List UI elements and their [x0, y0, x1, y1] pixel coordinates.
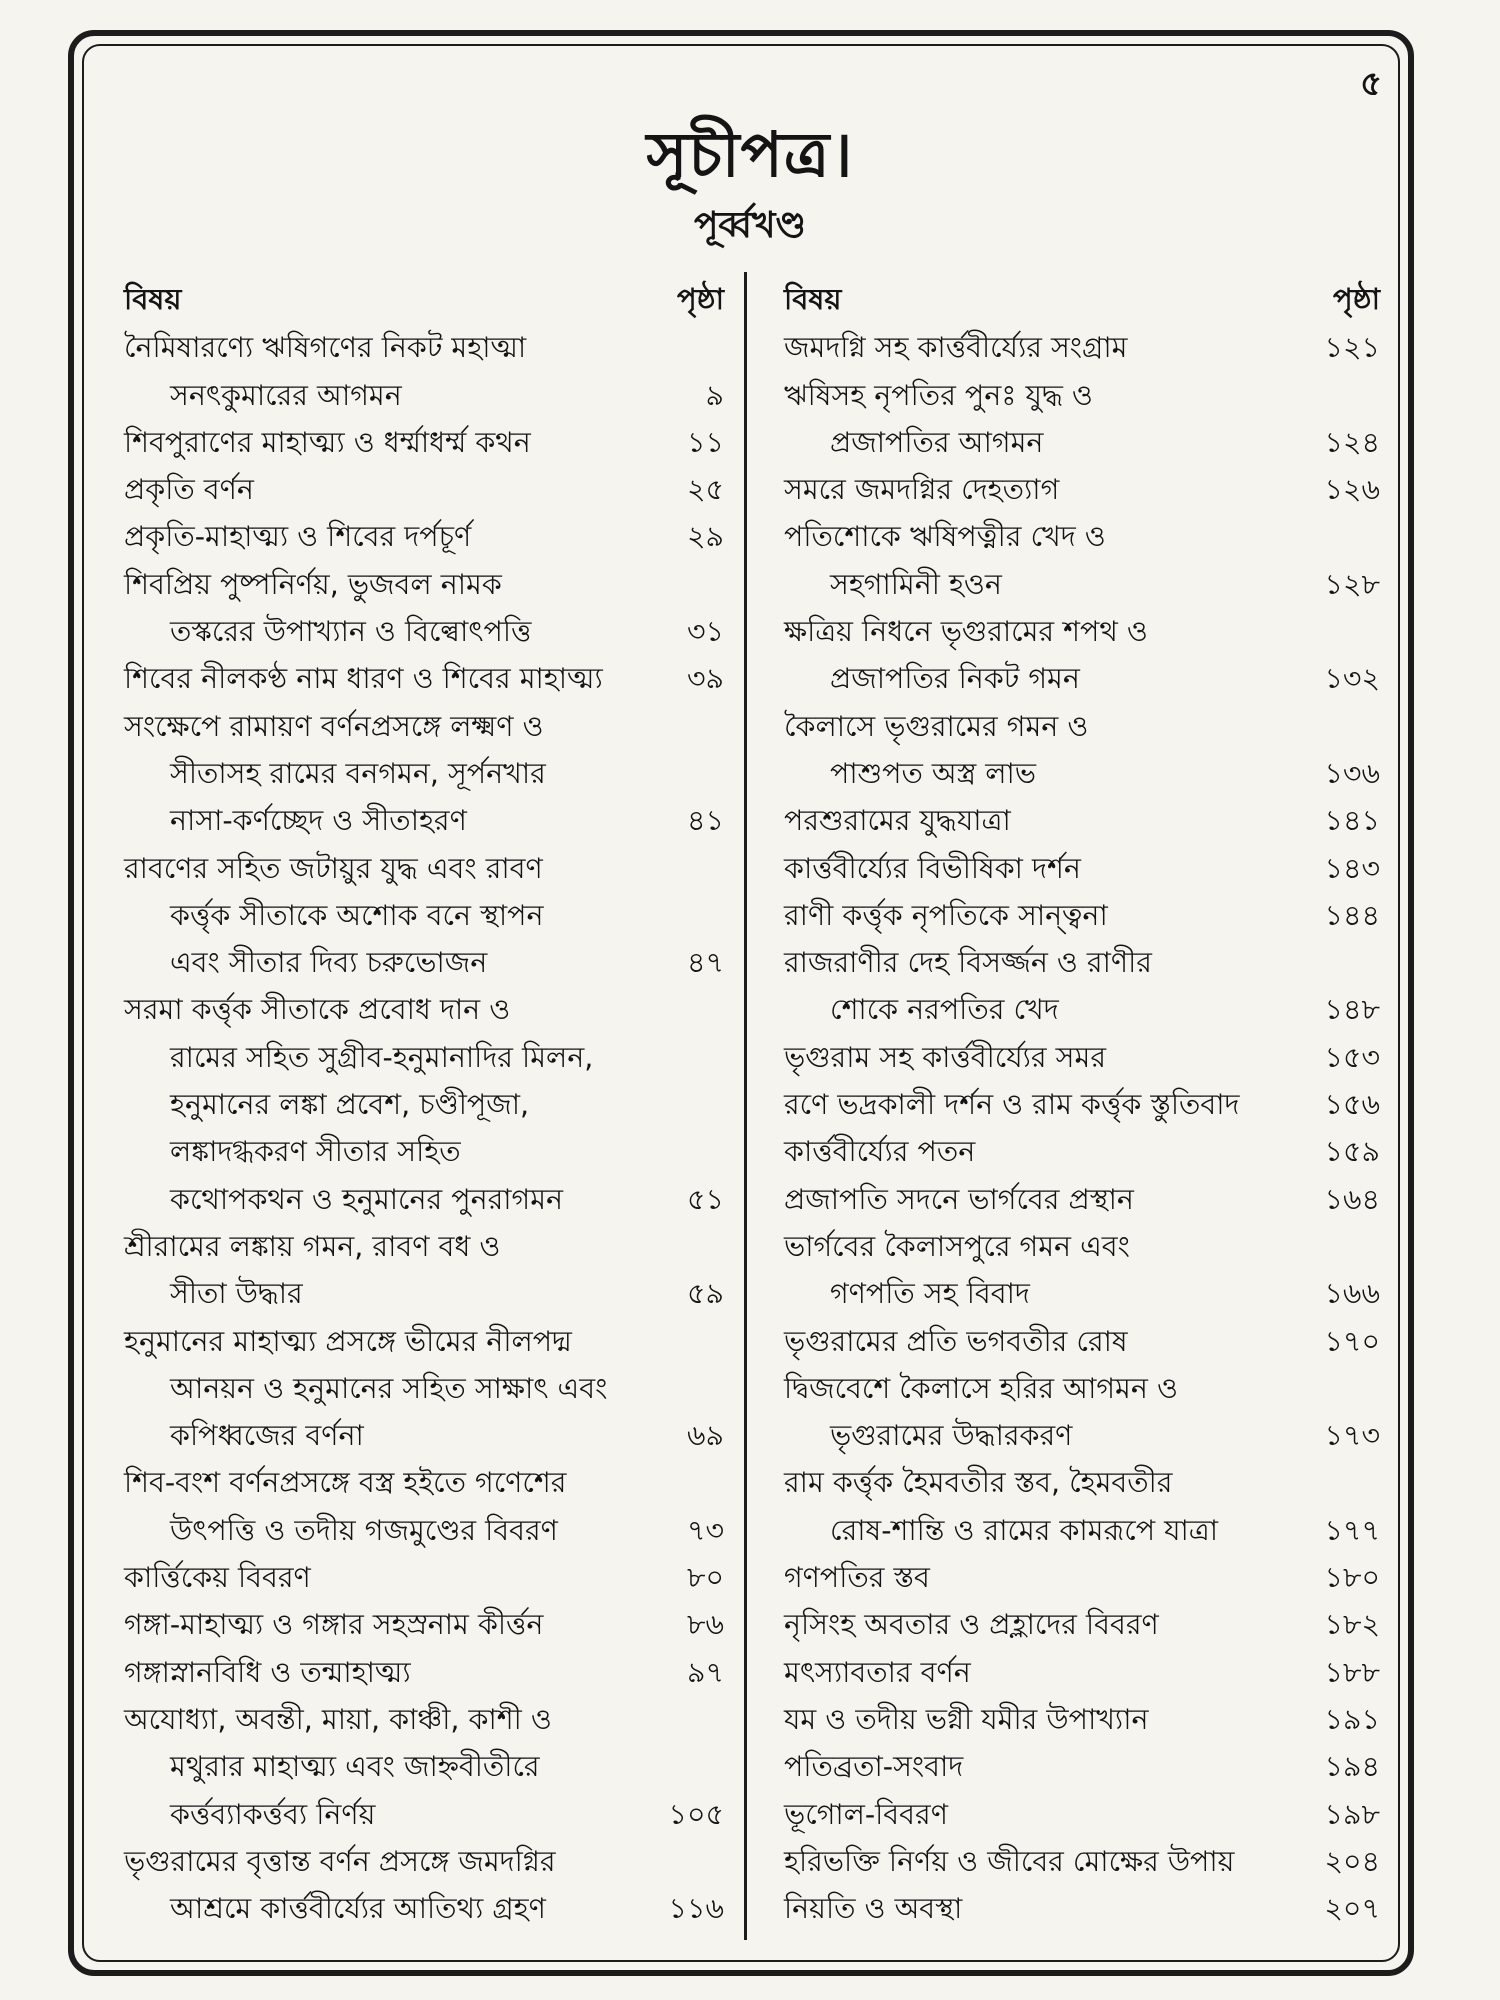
toc-entry-title — [784, 1554, 1314, 1601]
toc-entry-line: সীতা উদ্ধার — [170, 1277, 303, 1311]
toc-entry-line: রণে ভদ্রকালী দর্শন ও রাম কর্ত্তৃক স্তুতিবাদ — [784, 1088, 1240, 1122]
toc-entry-line: সহগামিনী হওন — [830, 567, 1002, 601]
toc-entry-line: শিব-বংশ বর্ণনপ্রসঙ্গে বস্ত্র হইতে গণেশের — [124, 1466, 567, 1500]
toc-entry — [124, 1554, 724, 1601]
toc-entry-line: গণপতির স্তব — [784, 1561, 930, 1595]
toc-entry-page: ১৩২ — [1324, 662, 1380, 696]
toc-entry — [124, 1649, 724, 1696]
toc-entry-page: ৭৩ — [686, 1513, 724, 1547]
toc-entry-line: কার্ত্তিকেয় বিবরণ — [124, 1561, 311, 1595]
toc-entry-title — [784, 1838, 1314, 1885]
toc-entry — [124, 1459, 724, 1554]
toc-entry-title — [784, 1318, 1314, 1365]
toc-entry-line: লঙ্কাদগ্ধকরণ সীতার সহিত — [170, 1135, 461, 1169]
toc-entry-title — [784, 608, 1314, 703]
toc-entry-page: ১৮২ — [1324, 1608, 1380, 1642]
toc-entry — [124, 1223, 724, 1318]
toc-entry — [784, 466, 1380, 513]
toc-entry-page: ২৫ — [686, 473, 724, 507]
toc-entry — [784, 1176, 1380, 1223]
toc-entry-page: ১৮০ — [1324, 1561, 1380, 1595]
toc-entry-title — [124, 703, 677, 845]
toc-entry-line: শিবপ্রিয় পুষ্পনির্ণয়, ভুজবল নামক — [124, 567, 502, 601]
toc-entry-page: ২০৪ — [1324, 1844, 1380, 1878]
toc-entry-line: ভূগোল-বিবরণ — [784, 1797, 948, 1831]
toc-entry-title — [124, 1838, 658, 1933]
toc-entry-page: ১৪৪ — [1324, 898, 1380, 932]
toc-entry — [784, 324, 1380, 371]
toc-column-right — [784, 276, 1380, 1932]
toc-entry-line: ঋষিসহ নৃপতির পুনঃ যুদ্ধ ও — [784, 378, 1093, 412]
toc-entry-page: ১৪১ — [1324, 804, 1380, 838]
toc-entry-title — [124, 1318, 677, 1460]
toc-entry-page: ৬৯ — [686, 1419, 724, 1453]
toc-entry-page: ১১ — [687, 425, 724, 459]
toc-entry-line: পাশুপত অস্ত্র লাভ — [830, 756, 1037, 790]
toc-entry-title — [784, 1459, 1314, 1554]
toc-entry-line: জমদগ্নি সহ কার্ত্তবীর্য্যের সংগ্রাম — [784, 331, 1128, 365]
toc-entry-title — [124, 1223, 677, 1318]
toc-entry-line: রামের সহিত সুগ্রীব-হনুমানাদির মিলন, — [170, 1040, 594, 1074]
toc-list-left — [124, 324, 724, 1932]
toc-entry-page: ৮৬ — [686, 1608, 724, 1642]
toc-entry-line: এবং সীতার দিব্য চরুভোজন — [170, 946, 488, 980]
toc-entry-line: শোকে নরপতির খেদ — [830, 993, 1059, 1027]
toc-entry-line: সনৎকুমারের আগমন — [170, 378, 402, 412]
toc-entry-title — [784, 1365, 1314, 1460]
toc-entry-title — [784, 372, 1314, 467]
toc-entry-title — [784, 1649, 1315, 1696]
toc-entry-line: ভৃগুরামের উদ্ধারকরণ — [830, 1419, 1073, 1453]
column-divider — [744, 272, 747, 1940]
toc-entry-page: ১৫৩ — [1324, 1040, 1380, 1074]
toc-entry — [124, 1601, 724, 1648]
toc-entry-line: নৈমিষারণ্যে ঋষিগণের নিকট মহাত্মা — [124, 331, 527, 365]
toc-entry-title — [784, 1791, 1315, 1838]
toc-entry-line: নিয়তি ও অবস্থা — [784, 1892, 963, 1926]
toc-column-left — [124, 276, 724, 1932]
toc-entry-line: মৎস্যাবতার বর্ণন — [784, 1655, 971, 1689]
toc-entry-line: ভৃগুরামের প্রতি ভগবতীর রোষ — [784, 1324, 1128, 1358]
page-title: সূচীপত্র। — [646, 118, 854, 191]
page-number: ৫ — [1359, 64, 1382, 104]
toc-entry-line: ভৃগুরাম সহ কার্ত্তবীর্য্যের সমর — [784, 1040, 1106, 1074]
toc-entry-title — [124, 1459, 677, 1554]
toc-entry-line: প্রজাপতি সদনে ভার্গবের প্রস্থান — [784, 1182, 1134, 1216]
toc-entry-title — [124, 986, 677, 1222]
toc-entry-line: অযোধ্যা, অবন্তী, মায়া, কাঞ্চী, কাশী ও — [124, 1702, 552, 1736]
toc-entry-line: ভৃগুরামের বৃত্তান্ত বর্ণন প্রসঙ্গে জমদগ্নির — [124, 1844, 556, 1878]
toc-entry-page: ১২৬ — [1324, 473, 1380, 507]
toc-list-right — [784, 324, 1380, 1932]
toc-entry-title — [784, 1223, 1314, 1318]
toc-entry-title — [784, 513, 1314, 608]
toc-entry-title — [124, 466, 677, 513]
toc-entry-line: কপিধ্বজের বর্ণনা — [170, 1419, 364, 1453]
toc-entry — [784, 1743, 1380, 1790]
toc-entry-line: প্রজাপতির আগমন — [830, 425, 1044, 459]
toc-entry-line: রাণী কর্ত্তৃক নৃপতিকে সান্ত্বনা — [784, 898, 1108, 932]
page-header: পৃষ্ঠা — [1333, 282, 1380, 316]
toc-entry-line: শ্রীরামের লঙ্কায় গমন, রাবণ বধ ও — [124, 1229, 501, 1263]
toc-entry-page: ১৯৮ — [1324, 1797, 1380, 1831]
toc-entry-title — [784, 797, 1315, 844]
toc-entry — [784, 1081, 1380, 1128]
toc-entry-line: শিবের নীলকণ্ঠ নাম ধারণ ও শিবের মাহাত্ম্য — [124, 662, 603, 696]
toc-entry — [784, 892, 1380, 939]
toc-entry-page: ১৮৮ — [1324, 1655, 1380, 1689]
toc-entry-page: ৫৯ — [687, 1277, 724, 1311]
subject-header: বিষয় — [784, 282, 842, 316]
toc-entry — [784, 513, 1380, 608]
toc-entry-title — [784, 1601, 1314, 1648]
toc-entry-title — [784, 1081, 1314, 1128]
toc-entry-page: ৪৭ — [686, 946, 724, 980]
toc-entry-line: রোষ-শান্তি ও রামের কামরূপে যাত্রা — [830, 1513, 1219, 1547]
toc-entry — [124, 845, 724, 987]
toc-entry-page: ১৯৪ — [1324, 1750, 1380, 1784]
toc-entry-page: ১৪৩ — [1324, 851, 1380, 885]
toc-entry-page: ১৩৬ — [1324, 756, 1380, 790]
toc-entry-line: রাবণের সহিত জটায়ুর যুদ্ধ এবং রাবণ — [124, 851, 543, 885]
toc-entry-line: আশ্রমে কার্ত্তবীর্য্যের আতিথ্য গ্রহণ — [170, 1892, 546, 1926]
toc-entry-line: প্রকৃতি বর্ণন — [124, 473, 254, 507]
toc-entry-line: তস্করের উপাখ্যান ও বিল্বোৎপত্তি — [170, 615, 532, 649]
toc-entry-page: ৫১ — [687, 1182, 724, 1216]
toc-entry-title — [124, 419, 677, 466]
toc-entry-page: ৩৯ — [686, 662, 724, 696]
toc-entry-page: ৯ — [705, 378, 724, 412]
toc-entry — [784, 845, 1380, 892]
toc-entry-line: কার্ত্তবীর্য্যের বিভীষিকা দর্শন — [784, 851, 1081, 885]
toc-entry-title — [784, 892, 1315, 939]
toc-entry-title — [124, 845, 677, 987]
toc-entry-title — [124, 1696, 658, 1838]
toc-entry-line: প্রজাপতির নিকট গমন — [830, 662, 1080, 696]
toc-entry — [124, 466, 724, 513]
toc-entry-title — [124, 655, 677, 702]
toc-entry-line: সমরে জমদগ্নির দেহত্যাগ — [784, 473, 1060, 507]
toc-entry-line: দ্বিজবেশে কৈলাসে হরির আগমন ও — [784, 1371, 1178, 1405]
toc-entry-title — [124, 1554, 677, 1601]
toc-entry-line: কার্ত্তবীর্য্যের পতন — [784, 1135, 976, 1169]
toc-entry — [124, 1318, 724, 1460]
toc-entry-page: ১০৫ — [668, 1797, 724, 1831]
toc-entry-line: গণপতি সহ বিবাদ — [830, 1277, 1030, 1311]
toc-entry — [124, 419, 724, 466]
toc-entry-title — [784, 1696, 1315, 1743]
toc-entry — [784, 1838, 1380, 1885]
toc-entry-line: উৎপত্তি ও তদীয় গজমুণ্ডের বিবরণ — [170, 1513, 558, 1547]
toc-entry-title — [784, 1743, 1315, 1790]
toc-entry-line: ক্ষত্রিয় নিধনে ভৃগুরামের শপথ ও — [784, 615, 1148, 649]
toc-entry-page: ১৬৬ — [1324, 1277, 1380, 1311]
toc-entry — [784, 1649, 1380, 1696]
toc-entry-title — [124, 1649, 677, 1696]
toc-entry-line: সংক্ষেপে রামায়ণ বর্ণনপ্রসঙ্গে লক্ষ্মণ ও — [124, 709, 544, 743]
subject-header: বিষয় — [124, 282, 182, 316]
toc-entry — [124, 1696, 724, 1838]
toc-entry — [124, 655, 724, 702]
toc-entry-line: সীতাসহ রামের বনগমন, সূর্পনখার — [170, 756, 546, 790]
toc-entry — [784, 1696, 1380, 1743]
toc-entry — [124, 703, 724, 845]
toc-entry-line: কৈলাসে ভৃগুরামের গমন ও — [784, 709, 1089, 743]
toc-entry-line: ভার্গবের কৈলাসপুরে গমন এবং — [784, 1229, 1130, 1263]
toc-entry-page: ১২৮ — [1324, 567, 1380, 601]
toc-entry-line: নাসা-কর্ণচ্ছেদ ও সীতাহরণ — [170, 804, 467, 838]
toc-entry — [784, 1318, 1380, 1365]
toc-entry-title — [784, 1128, 1315, 1175]
toc-entry-title — [784, 1176, 1314, 1223]
toc-entry — [784, 1128, 1380, 1175]
toc-entry-line: পতিশোকে ঋষিপত্নীর খেদ ও — [784, 520, 1106, 554]
toc-entry-page: ২০৭ — [1324, 1892, 1380, 1926]
toc-entry-line: পতিব্রতা-সংবাদ — [784, 1750, 964, 1784]
toc-entry-page: ১৭০ — [1324, 1324, 1380, 1358]
toc-entry-line: নৃসিংহ অবতার ও প্রহ্লাদের বিবরণ — [784, 1608, 1159, 1642]
toc-entry-page: ৯৭ — [686, 1655, 724, 1689]
toc-entry-line: শিবপুরাণের মাহাত্ম্য ও ধর্ম্মাধর্ম্ম কথন — [124, 425, 531, 459]
toc-entry-page: ১১৬ — [668, 1892, 724, 1926]
column-header — [784, 276, 1380, 323]
toc-entry — [124, 986, 724, 1222]
page-header: পৃষ্ঠা — [677, 282, 724, 316]
toc-entry-title — [784, 939, 1315, 1034]
toc-entry-title — [124, 324, 696, 419]
toc-entry — [784, 1365, 1380, 1460]
toc-entry-title — [784, 466, 1314, 513]
toc-entry-title — [784, 1885, 1314, 1932]
toc-entry-line: রাজরাণীর দেহ বিসর্জ্জন ও রাণীর — [784, 946, 1152, 980]
toc-entry-line: কথোপকথন ও হনুমানের পুনরাগমন — [170, 1182, 564, 1216]
toc-entry-line: হনুমানের লঙ্কা প্রবেশ, চণ্ডীপূজা, — [170, 1088, 530, 1122]
toc-entry-line: কর্ত্তব্যাকর্ত্তব্য নির্ণয় — [170, 1797, 376, 1831]
toc-entry — [784, 1459, 1380, 1554]
toc-entry — [784, 608, 1380, 703]
toc-entry-title — [784, 324, 1314, 371]
toc-entry — [784, 1885, 1380, 1932]
toc-entry-page: ১২৪ — [1324, 425, 1380, 459]
toc-entry-line: হনুমানের মাহাত্ম্য প্রসঙ্গে ভীমের নীলপদ্ম — [124, 1324, 572, 1358]
toc-entry — [784, 372, 1380, 467]
toc-entry — [784, 1034, 1380, 1081]
toc-entry-title — [784, 1034, 1314, 1081]
toc-entry-page: ২৯ — [686, 520, 724, 554]
toc-entry-line: হরিভক্তি নির্ণয় ও জীবের মোক্ষের উপায় — [784, 1844, 1235, 1878]
toc-entry-line: পরশুরামের যুদ্ধযাত্রা — [784, 804, 1011, 838]
toc-entry-page: ৮০ — [686, 1561, 724, 1595]
toc-entry-page: ১৬৪ — [1324, 1182, 1380, 1216]
toc-entry-line: গঙ্গা-মাহাত্ম্য ও গঙ্গার সহস্রনাম কীর্ত্তন — [124, 1608, 544, 1642]
toc-entry-line: যম ও তদীয় ভগ্নী যমীর উপাখ্যান — [784, 1702, 1149, 1736]
toc-entry-page: ৩১ — [686, 615, 724, 649]
toc-entry — [784, 939, 1380, 1034]
section-title: পূর্ব্বখণ্ড — [693, 205, 807, 246]
toc-entry — [124, 513, 724, 560]
toc-entry — [124, 561, 724, 656]
toc-entry-title — [124, 1601, 677, 1648]
toc-entry — [784, 1554, 1380, 1601]
toc-entry-line: মথুরার মাহাত্ম্য এবং জাহ্নবীতীরে — [170, 1750, 540, 1784]
toc-entry — [784, 1601, 1380, 1648]
toc-entry-page: ১২১ — [1324, 331, 1380, 365]
toc-entry — [784, 1791, 1380, 1838]
toc-entry-title — [124, 513, 677, 560]
toc-entry — [784, 797, 1380, 844]
toc-entry-title — [124, 561, 677, 656]
toc-entry — [124, 324, 724, 419]
toc-entry-page: ১৪৮ — [1324, 993, 1380, 1027]
toc-entry-line: রাম কর্ত্তৃক হৈমবতীর স্তব, হৈমবতীর — [784, 1466, 1173, 1500]
toc-entry-line: আনয়ন ও হনুমানের সহিত সাক্ষাৎ এবং — [170, 1371, 608, 1405]
column-header — [124, 276, 724, 323]
toc-entry-title — [784, 703, 1314, 798]
toc-entry-page: ১৫৬ — [1324, 1088, 1380, 1122]
toc-entry-page: ৪১ — [687, 804, 724, 838]
toc-entry — [124, 1838, 724, 1933]
toc-entry-page: ১৫৯ — [1324, 1135, 1380, 1169]
toc-entry-line: প্রকৃতি-মাহাত্ম্য ও শিবের দর্পচূর্ণ — [124, 520, 472, 554]
toc-entry — [784, 1223, 1380, 1318]
toc-entry-line: কর্ত্তৃক সীতাকে অশোক বনে স্থাপন — [170, 898, 544, 932]
toc-entry-line: গঙ্গাস্নানবিধি ও তন্মাহাত্ম্য — [124, 1655, 411, 1689]
toc-entry — [784, 703, 1380, 798]
toc-entry-title — [784, 845, 1314, 892]
toc-entry-page: ১৭৭ — [1324, 1513, 1380, 1547]
toc-entry-page: ১৯১ — [1324, 1702, 1380, 1736]
toc-entry-line: সরমা কর্ত্তৃক সীতাকে প্রবোধ দান ও — [124, 993, 511, 1027]
toc-entry-page: ১৭৩ — [1324, 1419, 1380, 1453]
